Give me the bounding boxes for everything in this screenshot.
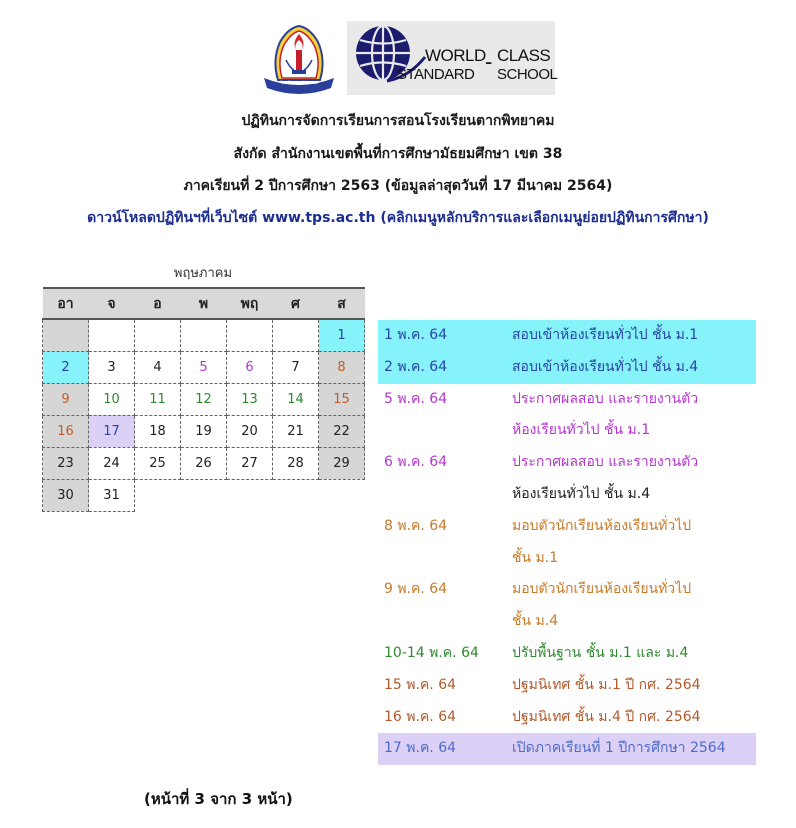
calendar-week-row: [43, 415, 365, 447]
wcs-world-text: WORLD: [425, 46, 486, 65]
event-item: [378, 702, 756, 734]
calendar-day: 23: [43, 447, 89, 479]
calendar-day: 13: [227, 383, 273, 415]
event-date: 16 พ.ค. 64: [384, 708, 457, 725]
calendar-empty-cell: [181, 319, 227, 351]
event-description: [512, 447, 756, 511]
wcs-standard-text: STANDARD: [397, 66, 475, 83]
weekday-header: ส: [319, 288, 365, 319]
calendar-day: 8: [319, 351, 365, 383]
event-description-line: ปฐมนิเทศ ชั้น ม.4 ปี กศ. 2564: [512, 708, 701, 725]
calendar-empty-cell: [43, 319, 89, 351]
event-description: [512, 574, 756, 638]
event-description-line: ชั้น ม.1: [512, 549, 559, 566]
calendar-day: 22: [319, 415, 365, 447]
calendar-empty-cell: [89, 319, 135, 351]
calendar-body: [43, 319, 365, 511]
calendar-week-row: [43, 383, 365, 415]
page-footer: (หน้าที่ 3 จาก 3 หน้า): [144, 790, 293, 808]
weekday-header: พฤ: [227, 288, 273, 319]
calendar-week-row: [43, 351, 365, 383]
calendar-day: 2: [43, 351, 89, 383]
wcs-school-text: SCHOOL: [497, 66, 558, 83]
calendar-day: 12: [181, 383, 227, 415]
calendar-day: 16: [43, 415, 89, 447]
calendar-empty-cell: [227, 479, 273, 511]
weekday-header: ศ: [273, 288, 319, 319]
header-download-note[interactable]: ดาวน์โหลดปฏิทินฯที่เว็บไซต์ www.tps.ac.th (คลิกเมนูหลักบริการและเลือกเมนูย่อยปฏิทินการศึกษา): [87, 210, 709, 226]
event-item: [378, 320, 756, 352]
weekday-header-row: [43, 288, 365, 319]
event-date: 8 พ.ค. 64: [384, 517, 448, 534]
event-description: [512, 352, 756, 384]
event-date: 5 พ.ค. 64: [384, 390, 448, 407]
event-description-line: สอบเข้าห้องเรียนทั่วไป ชั้น ม.1: [512, 327, 699, 343]
seal-banner-text: โรงเรียนตากพิทยาคม: [280, 80, 318, 85]
calendar-day: 17: [89, 415, 135, 447]
school-seal-logo: [258, 20, 340, 100]
month-calendar: [42, 287, 365, 512]
event-item: [378, 733, 756, 765]
calendar-day: 9: [43, 383, 89, 415]
event-item: [378, 511, 756, 575]
calendar-day: 24: [89, 447, 135, 479]
calendar-day: 11: [135, 383, 181, 415]
calendar-empty-cell: [319, 479, 365, 511]
event-list: [378, 320, 756, 765]
event-item: [378, 574, 756, 638]
calendar-day: 26: [181, 447, 227, 479]
calendar-empty-cell: [181, 479, 227, 511]
calendar-day: 21: [273, 415, 319, 447]
event-description-line: ปฐมนิเทศ ชั้น ม.1 ปี กศ. 2564: [512, 676, 701, 693]
event-date: 15 พ.ค. 64: [384, 676, 457, 693]
weekday-header: อา: [43, 288, 89, 319]
wcs-class-text: CLASS: [497, 46, 551, 65]
event-description: [512, 384, 756, 448]
event-date: 9 พ.ค. 64: [384, 581, 448, 598]
event-description: [512, 511, 756, 575]
event-description: [512, 638, 756, 670]
event-description-line: ชั้น ม.4: [512, 613, 559, 630]
calendar-day: 10: [89, 383, 135, 415]
event-description-line: สอบเข้าห้องเรียนทั่วไป ชั้น ม.4: [512, 358, 699, 375]
calendar-empty-cell: [273, 479, 319, 511]
event-item: [378, 384, 756, 448]
calendar-day: 20: [227, 415, 273, 447]
event-description: [512, 702, 756, 734]
calendar-day: 14: [273, 383, 319, 415]
calendar-empty-cell: [273, 319, 319, 351]
calendar-week-row: [43, 479, 365, 511]
header-semester: ภาคเรียนที่ 2 ปีการศึกษา 2563 (ข้อมูลล่าสุดวันที่ 17 มีนาคม 2564): [183, 178, 613, 194]
calendar-empty-cell: [227, 319, 273, 351]
calendar-empty-cell: [135, 319, 181, 351]
event-description: [512, 670, 756, 702]
header-affiliation: สังกัด สำนักงานเขตพื้นที่การศึกษามัธยมศึกษา เขต 38: [233, 146, 563, 162]
event-description-line: ห้องเรียนทั่วไป ชั้น ม.4: [512, 485, 651, 502]
torch-seal-icon: [258, 20, 340, 100]
calendar-day: 29: [319, 447, 365, 479]
event-description: [512, 733, 756, 765]
calendar-day: 18: [135, 415, 181, 447]
event-item: [378, 352, 756, 384]
calendar-day: 25: [135, 447, 181, 479]
calendar-day: 5: [181, 351, 227, 383]
weekday-header: อ: [135, 288, 181, 319]
event-description-line: ปรับพื้นฐาน ชั้น ม.1 และ ม.4: [512, 644, 689, 661]
calendar-day: 6: [227, 351, 273, 383]
event-date: 2 พ.ค. 64: [384, 358, 448, 375]
event-description-line: มอบตัวนักเรียนห้องเรียนทั่วไป: [512, 517, 692, 534]
event-item: [378, 670, 756, 702]
calendar-day: 30: [43, 479, 89, 511]
event-date: 6 พ.ค. 64: [384, 454, 448, 471]
world-class-standard-logo: [347, 21, 558, 95]
calendar-week-row: [43, 319, 365, 351]
event-description-line: ประกาศผลสอบ และรายงานตัว: [512, 390, 699, 407]
calendar-day: 4: [135, 351, 181, 383]
event-description-line: เปิดภาคเรียนที่ 1 ปีการศึกษา 2564: [512, 740, 726, 757]
event-item: [378, 447, 756, 511]
event-description-line: ประกาศผลสอบ และรายงานตัว: [512, 454, 699, 471]
weekday-header: พ: [181, 288, 227, 319]
globe-icon: [347, 21, 427, 95]
event-date: 1 พ.ค. 64: [384, 327, 448, 343]
event-description-line: มอบตัวนักเรียนห้องเรียนทั่วไป: [512, 581, 692, 598]
event-date: 10-14 พ.ค. 64: [384, 644, 479, 661]
event-date: 17 พ.ค. 64: [384, 740, 457, 757]
calendar-day: 15: [319, 383, 365, 415]
calendar-day: 3: [89, 351, 135, 383]
event-item: [378, 638, 756, 670]
event-description: [512, 320, 756, 352]
calendar-empty-cell: [135, 479, 181, 511]
calendar-day: 27: [227, 447, 273, 479]
calendar-day: 7: [273, 351, 319, 383]
calendar-week-row: [43, 447, 365, 479]
calendar-day: 28: [273, 447, 319, 479]
calendar-day: 19: [181, 415, 227, 447]
calendar-month-title: พฤษภาคม: [173, 266, 233, 281]
wcs-dash: -: [485, 49, 492, 74]
header-title: ปฏิทินการจัดการเรียนการสอนโรงเรียนตากพิทยาคม: [241, 113, 555, 129]
weekday-header: จ: [89, 288, 135, 319]
calendar-day: 1: [319, 319, 365, 351]
calendar-day: 31: [89, 479, 135, 511]
event-description-line: ห้องเรียนทั่วไป ชั้น ม.1: [512, 422, 651, 439]
header-logos: [0, 18, 796, 96]
